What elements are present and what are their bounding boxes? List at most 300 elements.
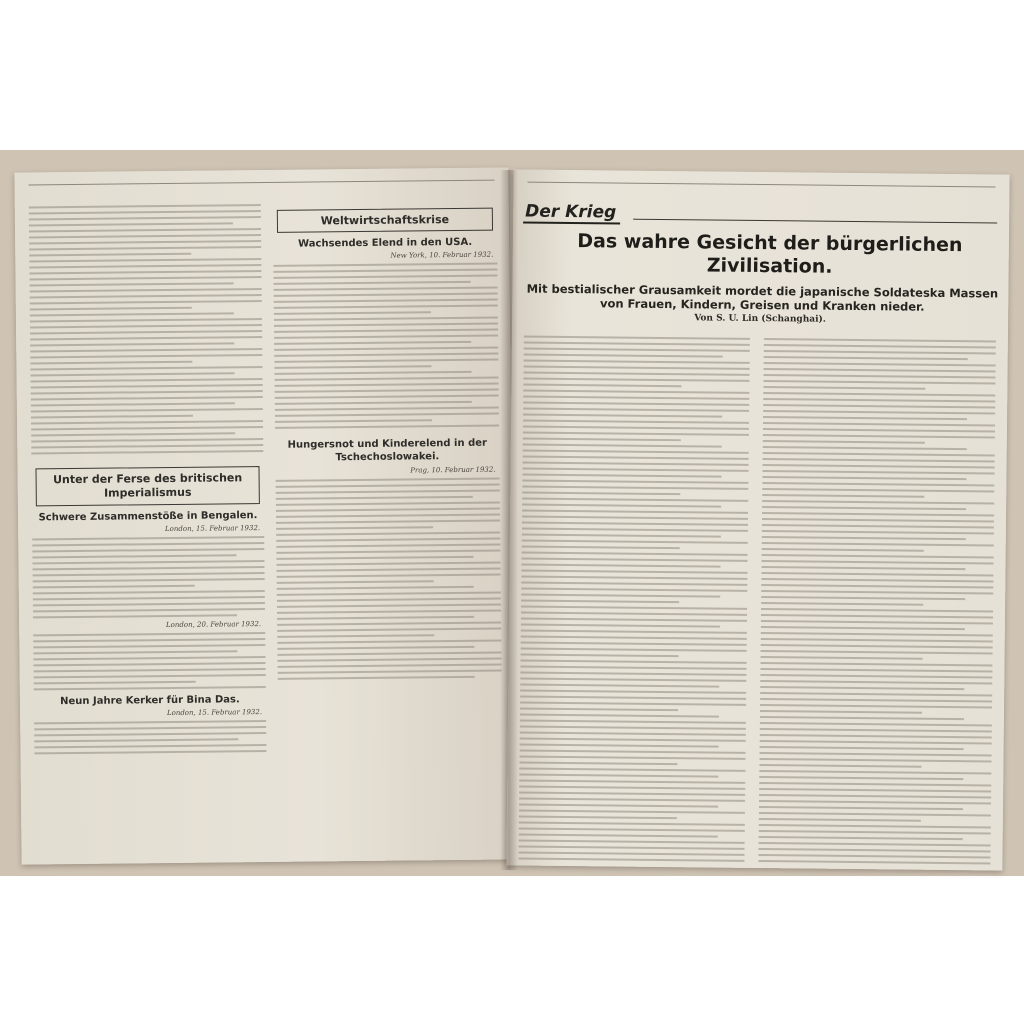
body-text-line (275, 413, 499, 417)
body-text-line (758, 854, 990, 858)
body-text-line (519, 786, 745, 790)
body-text-line (30, 366, 262, 370)
body-text-line (521, 612, 747, 616)
body-text-line (522, 474, 721, 478)
body-text-line (519, 768, 745, 772)
body-text-line (30, 312, 234, 316)
body-text-line (521, 606, 747, 610)
body-text-line (764, 362, 996, 366)
left-running-head (28, 178, 494, 186)
body-text-line (33, 650, 237, 654)
body-text-line (275, 401, 472, 405)
body-text-line (524, 354, 723, 358)
body-text-line (759, 848, 991, 852)
body-text-line (277, 646, 474, 650)
body-text-line (524, 348, 750, 352)
body-text-line (277, 622, 501, 626)
body-text-line (762, 530, 994, 534)
body-text-line (520, 666, 746, 670)
body-text-line (519, 774, 718, 778)
body-text-line (276, 484, 500, 488)
body-text-line (518, 852, 744, 856)
body-text-line (277, 574, 501, 578)
body-text-line (762, 494, 924, 498)
body-text-line (29, 270, 261, 274)
body-text-line (274, 347, 498, 351)
hungersnot-dateline: Prag, 10. Februar 1932. (410, 465, 496, 475)
body-text-line (758, 860, 990, 864)
body-text-line (761, 596, 965, 600)
body-text-line (274, 311, 431, 315)
body-text-line (764, 374, 996, 378)
body-text-line (32, 548, 264, 552)
body-text-line (274, 353, 498, 357)
body-text-line (34, 686, 266, 690)
body-text-line (518, 858, 744, 862)
body-text-line (764, 338, 996, 342)
body-text-line (29, 264, 261, 268)
body-text-line (762, 500, 994, 504)
body-text-line (519, 828, 745, 832)
body-text-line (274, 317, 498, 321)
body-text-line (30, 336, 262, 340)
body-text-line (519, 762, 677, 766)
body-text-line (30, 342, 234, 346)
body-text-line (763, 380, 995, 384)
bina-das-headline: Neun Jahre Kerker für Bina Das. (60, 694, 240, 708)
body-text-line (273, 275, 497, 279)
body-text-line (761, 578, 993, 582)
body-text-line (274, 329, 498, 333)
body-text-line (523, 408, 749, 412)
body-text-line (759, 776, 963, 780)
article-subtitle: Mit bestialischer Grausamkeit mordet die japanische Soldateska Massen von Frauen, Kindern, Greisen und Kranken nieder. (526, 281, 999, 314)
body-text-line (274, 341, 471, 345)
body-text-line (276, 544, 500, 548)
body-text-line (762, 542, 994, 546)
right-column-1 (518, 336, 750, 866)
body-text-line (519, 792, 745, 796)
body-text-line (760, 674, 992, 678)
body-text-line (34, 750, 266, 754)
body-text-line (759, 806, 963, 810)
body-text-line (520, 720, 746, 724)
usa-headline: Wachsendes Elend in den USA. (298, 236, 473, 250)
body-text-line (520, 726, 746, 730)
body-text-line (33, 608, 265, 612)
body-text-line (29, 276, 261, 280)
article-title: Das wahre Gesicht der bürgerlichen Zivilisation. (577, 230, 963, 278)
body-text-line (761, 614, 993, 618)
body-text-line (274, 323, 498, 327)
body-text-line (521, 630, 747, 634)
body-text-line (521, 576, 747, 580)
body-text-line (762, 554, 994, 558)
body-text-line (520, 714, 719, 718)
body-text-line (519, 816, 677, 820)
body-text-line (278, 658, 502, 662)
body-text-line (759, 782, 991, 786)
body-text-line (521, 594, 720, 598)
body-text-line (521, 660, 747, 664)
body-text-line (763, 410, 995, 414)
body-text-line (29, 210, 261, 214)
body-text-line (520, 744, 719, 748)
body-text-line (522, 504, 721, 508)
body-text-line (31, 372, 235, 376)
body-text-line (30, 354, 262, 358)
body-text-line (275, 425, 499, 429)
body-text-line (31, 432, 235, 436)
body-text-line (30, 282, 234, 286)
body-text-line (523, 402, 749, 406)
body-text-line (522, 528, 748, 532)
body-text-line (761, 626, 965, 630)
body-text-line (519, 798, 745, 802)
body-text-line (275, 419, 432, 423)
body-text-line (760, 746, 964, 750)
body-text-line (521, 618, 747, 622)
body-text-line (762, 536, 966, 540)
body-text-line (520, 750, 746, 754)
body-text-line (274, 305, 498, 309)
body-text-line (29, 228, 261, 232)
body-text-line (34, 720, 266, 724)
body-text-line (276, 520, 500, 524)
body-text-line (761, 572, 993, 576)
body-text-line (763, 458, 995, 462)
body-text-line (31, 378, 263, 382)
body-text-line (31, 396, 263, 400)
body-text-line (275, 407, 499, 411)
body-text-line (762, 482, 994, 486)
body-text-line (32, 542, 264, 546)
body-text-line (34, 732, 266, 736)
body-text-line (759, 800, 991, 804)
body-text-line (522, 486, 748, 490)
body-text-line (523, 420, 749, 424)
body-text-line (29, 258, 261, 262)
body-text-line (278, 670, 502, 674)
body-text-line (277, 652, 501, 656)
body-text-line (519, 756, 745, 760)
body-text-line (761, 584, 993, 588)
body-text-line (759, 788, 991, 792)
photo-background (0, 150, 1024, 876)
body-text-line (523, 462, 749, 466)
body-text-line (760, 698, 992, 702)
body-text-line (277, 610, 501, 614)
body-text-line (520, 678, 746, 682)
body-text-line (762, 476, 966, 480)
body-text-line (274, 287, 498, 291)
body-text-line (34, 662, 266, 666)
body-text-line (29, 204, 261, 208)
body-text-line (274, 365, 431, 369)
body-text-line (277, 628, 501, 632)
body-text-line (762, 560, 994, 564)
body-text-line (764, 356, 968, 360)
body-text-line (29, 216, 261, 220)
body-text-line (277, 586, 474, 590)
body-text-line (763, 398, 995, 402)
body-text-line (519, 846, 745, 850)
body-text-line (763, 446, 967, 450)
body-text-line (519, 780, 745, 784)
body-text-line (521, 654, 679, 658)
bengalen-headline: Schwere Zusammenstöße in Bengalen. (38, 510, 258, 524)
body-text-line (276, 550, 500, 554)
body-text-line (759, 842, 991, 846)
body-text-line (761, 632, 993, 636)
body-text-line (33, 656, 265, 660)
body-text-line (274, 281, 471, 285)
body-text-line (29, 253, 191, 257)
body-text-line (276, 556, 473, 560)
body-text-line (761, 620, 993, 624)
body-text-line (524, 372, 750, 376)
body-text-line (33, 590, 265, 594)
body-text-line (524, 336, 750, 340)
body-text-line (31, 450, 263, 454)
body-text-line (276, 532, 500, 536)
body-text-line (760, 722, 992, 726)
body-text-line (30, 294, 262, 298)
body-text-line (31, 438, 263, 442)
body-text-line (524, 360, 750, 364)
imperialismus-box-title: Unter der Ferse des britischen Imperialismus (35, 466, 259, 506)
body-text-line (759, 830, 991, 834)
body-text-line (523, 396, 749, 400)
body-text-line (275, 377, 499, 381)
body-text-line (31, 408, 263, 412)
right-column-2 (758, 338, 996, 868)
london-dateline-2: London, 20. Februar 1932. (165, 620, 262, 630)
body-text-line (762, 548, 924, 552)
body-text-line (760, 668, 992, 672)
body-text-line (759, 818, 921, 822)
body-text-line (522, 534, 721, 538)
body-text-line (32, 554, 236, 558)
body-text-line (275, 383, 499, 387)
body-text-line (761, 602, 923, 606)
body-text-line (273, 263, 497, 267)
body-text-line (277, 598, 501, 602)
body-text-line (761, 656, 923, 660)
body-text-line (30, 330, 262, 334)
body-text-line (761, 590, 993, 594)
body-text-line (276, 502, 500, 506)
body-text-line (32, 560, 264, 564)
body-text-line (33, 578, 265, 582)
body-text-line (760, 716, 964, 720)
body-text-line (523, 438, 681, 442)
body-text-line (760, 692, 992, 696)
hungersnot-headline: Hungersnot und Kinderelend in der Tschechoslowakei. (287, 437, 487, 464)
body-text-line (277, 592, 501, 596)
body-text-line (31, 390, 263, 394)
body-text-line (519, 840, 745, 844)
body-text-line (763, 470, 995, 474)
body-text-line (760, 704, 992, 708)
body-text-line (759, 758, 991, 762)
left-column-2 (273, 202, 502, 684)
body-text-line (277, 634, 434, 638)
body-text-line (29, 234, 261, 238)
body-text-line (33, 566, 265, 570)
body-text-line (33, 638, 265, 642)
article-byline: Von S. U. Lin (Schanghai). (694, 313, 826, 325)
section-label: Der Krieg (523, 202, 620, 225)
body-text-line (762, 512, 994, 516)
body-text-line (31, 402, 235, 406)
body-text-line (522, 492, 680, 496)
body-text-line (763, 392, 995, 396)
body-text-line (523, 444, 722, 448)
body-text-line (519, 822, 745, 826)
body-text-line (274, 293, 498, 297)
body-text-line (276, 478, 500, 482)
left-page (14, 167, 515, 864)
body-text-line (761, 608, 993, 612)
body-text-line (30, 288, 262, 292)
body-text-line (277, 562, 501, 566)
body-text-line (763, 440, 925, 444)
body-text-line (764, 350, 996, 354)
body-text-line (523, 456, 749, 460)
body-text-line (759, 770, 991, 774)
body-text-line (34, 726, 266, 730)
body-text-line (522, 498, 748, 502)
body-text-line (523, 384, 681, 388)
body-text-line (761, 638, 993, 642)
body-text-line (278, 676, 475, 680)
body-text-line (30, 307, 192, 311)
body-text-line (277, 568, 501, 572)
body-text-line (763, 386, 925, 390)
body-text-line (33, 632, 265, 636)
body-text-line (276, 538, 500, 542)
body-text-line (524, 366, 750, 370)
body-text-line (520, 684, 719, 688)
body-text-line (33, 572, 265, 576)
body-text-line (29, 222, 233, 226)
body-text-line (519, 810, 745, 814)
body-text-line (34, 668, 266, 672)
body-text-line (277, 616, 474, 620)
body-text-line (30, 318, 262, 322)
body-text-line (521, 600, 679, 604)
body-text-line (522, 516, 748, 520)
body-text-line (523, 378, 749, 382)
body-text-line (764, 368, 996, 372)
body-text-line (520, 702, 746, 706)
body-text-line (762, 524, 994, 528)
body-text-line (30, 300, 262, 304)
body-text-line (34, 738, 238, 742)
left-column-1 (29, 204, 267, 758)
body-text-line (33, 614, 237, 618)
body-text-line (275, 371, 472, 375)
body-text-line (33, 585, 195, 589)
body-text-line (521, 582, 747, 586)
body-text-line (762, 518, 994, 522)
body-text-line (760, 710, 922, 714)
weltwirtschaftskrise-box-title: Weltwirtschaftskrise (277, 208, 493, 233)
body-text-line (760, 728, 992, 732)
body-text-line (759, 794, 991, 798)
body-text-line (275, 389, 499, 393)
body-text-line (759, 812, 991, 816)
body-text-line (759, 764, 921, 768)
body-text-line (761, 644, 993, 648)
body-text-line (521, 588, 747, 592)
body-text-line (276, 526, 433, 530)
body-text-line (760, 740, 992, 744)
body-text-line (760, 662, 992, 666)
body-text-line (278, 664, 502, 668)
body-text-line (763, 404, 995, 408)
body-text-line (520, 696, 746, 700)
body-text-line (760, 734, 992, 738)
body-text-line (760, 680, 992, 684)
body-text-line (29, 240, 261, 244)
body-text-line (523, 390, 749, 394)
body-text-line (33, 596, 265, 600)
body-text-line (523, 432, 749, 436)
body-text-line (34, 744, 266, 748)
body-text-line (762, 506, 966, 510)
book-gutter (500, 170, 518, 870)
body-text-line (522, 546, 680, 550)
body-text-line (31, 415, 193, 419)
body-text-line (521, 570, 747, 574)
body-text-line (276, 490, 500, 494)
body-text-line (33, 644, 265, 648)
body-text-line (30, 324, 262, 328)
usa-dateline: New York, 10. Februar 1932. (390, 250, 494, 260)
body-text-line (32, 536, 264, 540)
bina-das-dateline: London, 15. Februar 1932. (166, 708, 263, 718)
body-text-line (520, 690, 746, 694)
body-text-line (759, 824, 991, 828)
body-text-line (522, 480, 748, 484)
body-text-line (277, 640, 501, 644)
body-text-line (276, 496, 473, 500)
body-text-line (763, 422, 995, 426)
body-text-line (763, 434, 995, 438)
body-text-line (276, 508, 500, 512)
body-text-line (760, 686, 964, 690)
body-text-line (276, 514, 500, 518)
body-text-line (29, 246, 261, 250)
body-text-line (523, 468, 749, 472)
body-text-line (34, 681, 196, 685)
body-text-line (273, 269, 497, 273)
body-text-line (519, 834, 718, 838)
body-text-line (763, 428, 995, 432)
body-text-line (522, 522, 748, 526)
body-text-line (761, 650, 993, 654)
body-text-line (524, 342, 750, 346)
body-text-line (520, 672, 746, 676)
body-text-line (521, 648, 747, 652)
body-text-line (523, 426, 749, 430)
body-text-line (764, 344, 996, 348)
body-text-line (274, 335, 498, 339)
bengalen-dateline: London, 15. Februar 1932. (164, 524, 261, 534)
body-text-line (521, 642, 747, 646)
